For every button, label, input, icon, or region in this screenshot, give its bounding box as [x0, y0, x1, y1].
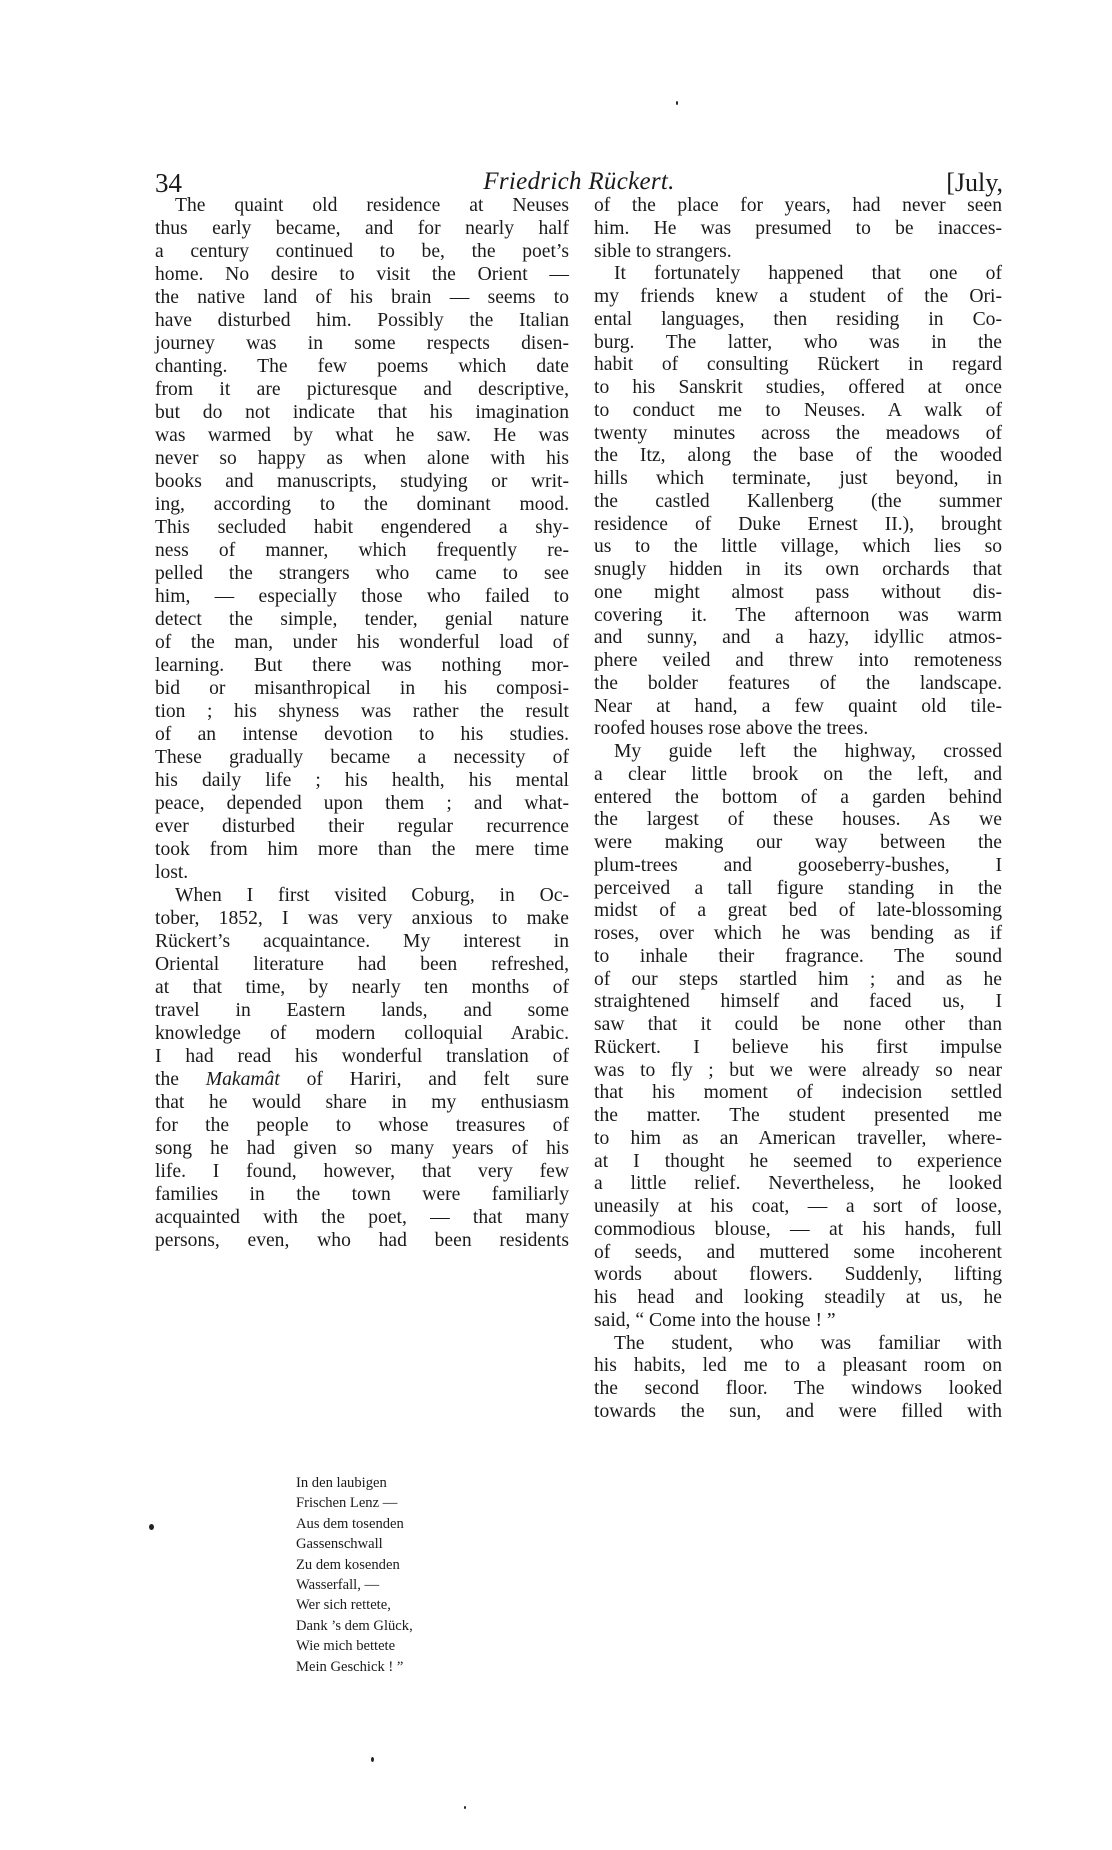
- text-line: midst of a great bed of late-blossoming: [594, 900, 1002, 922]
- text-line: perceived a tall figure standing in the: [594, 877, 1002, 899]
- text-line: the largest of these houses. As we: [594, 809, 1002, 831]
- text-line: hills which terminate, just beyond, in: [594, 468, 1002, 489]
- text-line: acquainted with the poet, — that many: [155, 1207, 569, 1228]
- text-line: him. He was presumed to be inacces-: [594, 217, 1002, 239]
- text-line: home. No desire to visit the Orient —: [155, 264, 569, 285]
- text-line: to his Sanskrit studies, offered at once: [594, 377, 1002, 398]
- text-line: I had read his wonderful translation of: [155, 1046, 569, 1067]
- text-line: [155, 1068, 569, 1091]
- text-line: books and manuscripts, studying or writ-: [155, 471, 569, 492]
- page-number: 34: [155, 168, 182, 198]
- text-line: saw that it could be none other than: [594, 1014, 1002, 1035]
- text-line: to him as an American traveller, where-: [594, 1127, 1002, 1149]
- text-line: detect the simple, tender, genial nature: [155, 609, 569, 630]
- text-line: My guide left the highway, crossed: [614, 741, 1002, 762]
- text-line: Near at hand, a few quaint old tile-: [594, 695, 1002, 717]
- text-line: a century continued to be, the poet’s: [155, 241, 569, 262]
- poem-line: Zu dem kosenden: [296, 1556, 400, 1573]
- text-line: that his moment of indecision settled: [594, 1082, 1002, 1104]
- text-line: of our steps startled him ; and as he: [594, 968, 1002, 990]
- poem-line: Dank ’s dem Glück,: [296, 1617, 413, 1634]
- poem-line: Aus dem tosenden: [296, 1515, 404, 1532]
- text-line: at I thought he seemed to experience: [594, 1150, 1002, 1172]
- scan-speck: [371, 1757, 374, 1762]
- poem-line: Mein Geschick ! ”: [296, 1658, 404, 1675]
- text-line: residence of Duke Ernest II.), brought: [594, 513, 1002, 535]
- text-line: song he had given so many years of his: [155, 1138, 569, 1159]
- text-line: ness of manner, which frequently re-: [155, 540, 569, 561]
- text-line: roses, over which he was bending as if: [594, 923, 1002, 944]
- text-line: straightened himself and faced us, I: [594, 991, 1002, 1013]
- text-line: habit of consulting Rückert in regard: [594, 354, 1002, 376]
- text-line: for the people to whose treasures of: [155, 1115, 569, 1136]
- text-line: learning. But there was nothing mor-: [155, 655, 569, 676]
- text-line: commodious blouse, — at his hands, full: [594, 1218, 1002, 1240]
- text-line: the native land of his brain — seems to: [155, 287, 569, 308]
- text-line: us to the little village, which lies so: [594, 536, 1002, 558]
- text-line: towards the sun, and were filled with: [594, 1400, 1002, 1422]
- text-line: ing, according to the dominant mood.: [155, 494, 569, 515]
- text-line: the bolder features of the landscape.: [594, 672, 1002, 694]
- text-line: twenty minutes across the meadows of: [594, 422, 1002, 444]
- scan-speck: [676, 101, 678, 105]
- text-line: covering it. The afternoon was warm: [594, 604, 1002, 626]
- text-line: the second floor. The windows looked: [594, 1378, 1002, 1399]
- text-line: chanting. The few poems which date: [155, 356, 569, 377]
- italic-title: Makamât: [205, 1069, 280, 1090]
- text-line: The student, who was familiar with: [614, 1332, 1002, 1354]
- text-line: of the place for years, had never seen: [594, 195, 1002, 216]
- text-line: to inhale their fragrance. The sound: [594, 945, 1002, 967]
- poem-line: In den laubigen: [296, 1475, 387, 1491]
- poem-line: Wer sich rettete,: [296, 1597, 391, 1614]
- text-line: tion ; his shyness was rather the result: [155, 701, 569, 722]
- text-line: lost.: [155, 862, 189, 883]
- text-segment: the: [155, 1069, 206, 1090]
- text-line: took from him more than the mere time: [155, 839, 569, 860]
- text-line: roofed houses rose above the trees.: [594, 718, 869, 740]
- text-line: entered the bottom of a garden behind: [594, 786, 1002, 808]
- text-line: Oriental literature had been refreshed,: [155, 954, 569, 975]
- text-line: Rückert’s acquaintance. My interest in: [155, 931, 569, 952]
- text-line: thus early became, and for nearly half: [155, 218, 569, 239]
- text-line: said, “ Come into the house ! ”: [594, 1309, 836, 1331]
- text-line: The quaint old residence at Neuses: [175, 195, 569, 216]
- text-line: uneasily at his coat, — a sort of loose,: [594, 1196, 1002, 1217]
- text-line: of the man, under his wonderful load of: [155, 632, 569, 653]
- poem-line: Frischen Lenz —: [296, 1495, 398, 1512]
- text-line: to conduct me to Neuses. A walk of: [594, 399, 1002, 421]
- text-line: were making our way between the: [594, 832, 1002, 853]
- poem-line: Gassenschwall: [296, 1536, 383, 1553]
- text-line: that he would share in my enthusiasm: [155, 1092, 569, 1113]
- text-line: from it are picturesque and descriptive,: [155, 379, 569, 400]
- poem-line: Wasserfall, —: [296, 1577, 380, 1593]
- text-line: families in the town were familiarly: [155, 1184, 569, 1205]
- running-title: Friedrich Rückert.: [483, 168, 675, 195]
- text-line: and sunny, and a hazy, idyllic atmos-: [594, 627, 1002, 649]
- text-line: When I first visited Coburg, in Oc-: [175, 885, 569, 906]
- text-line: of an intense devotion to his studies.: [155, 724, 569, 745]
- scan-speck: [464, 1806, 466, 1809]
- text-line: him, — especially those who failed to: [155, 586, 569, 607]
- text-line: a clear little brook on the left, and: [594, 763, 1002, 785]
- text-line: never so happy as when alone with his: [155, 448, 569, 469]
- text-line: was to fly ; but we were already so near: [594, 1059, 1002, 1081]
- text-line: words about flowers. Suddenly, lifting: [594, 1264, 1002, 1286]
- text-line: journey was in some respects disen-: [155, 333, 569, 354]
- text-line: the Itz, along the base of the wooded: [594, 445, 1002, 467]
- text-segment: of Hariri, and felt sure: [279, 1069, 569, 1090]
- text-line: but do not indicate that his imagination: [155, 402, 569, 423]
- text-line: the castled Kallenberg (the summer: [594, 490, 1002, 512]
- text-line: one might almost pass without dis-: [594, 581, 1002, 603]
- text-line: a little relief. Nevertheless, he looked: [594, 1173, 1002, 1195]
- text-line: the matter. The student presented me: [594, 1105, 1002, 1126]
- text-line: This secluded habit engendered a shy-: [155, 517, 569, 538]
- text-line: plum-trees and gooseberry-bushes, I: [594, 854, 1002, 876]
- text-line: his head and looking steadily at us, he: [594, 1287, 1002, 1308]
- text-line: knowledge of modern colloquial Arabic.: [155, 1023, 569, 1044]
- poem-line: Wie mich bettete: [296, 1638, 396, 1655]
- text-line: pelled the strangers who came to see: [155, 563, 569, 584]
- issue-month: [July,: [946, 168, 1003, 197]
- text-line: burg. The latter, who was in the: [594, 331, 1002, 353]
- text-line: of seeds, and muttered some incoherent: [594, 1241, 1002, 1263]
- text-line: phere veiled and threw into remoteness: [594, 650, 1002, 671]
- text-line: sible to strangers.: [594, 240, 732, 262]
- text-line: Rückert. I believe his first impulse: [594, 1036, 1002, 1058]
- text-line: have disturbed him. Possibly the Italian: [155, 310, 569, 331]
- text-line: was warmed by what he saw. He was: [155, 425, 569, 446]
- text-line: his habits, led me to a pleasant room on: [594, 1355, 1002, 1377]
- text-line: It fortunately happened that one of: [614, 263, 1002, 285]
- text-line: at that time, by nearly ten months of: [155, 977, 569, 998]
- text-line: snugly hidden in its own orchards that: [594, 559, 1002, 580]
- text-line: tober, 1852, I was very anxious to make: [155, 908, 569, 929]
- text-line: ever disturbed their regular recurrence: [155, 816, 569, 837]
- text-line: bid or misanthropical in his composi-: [155, 678, 569, 699]
- scan-speck: [149, 1524, 154, 1530]
- text-line: ental languages, then residing in Co-: [594, 308, 1002, 330]
- text-line: his daily life ; his health, his mental: [155, 770, 569, 791]
- text-line: persons, even, who had been residents: [155, 1230, 569, 1251]
- text-line: life. I found, however, that very few: [155, 1161, 569, 1182]
- text-line: my friends knew a student of the Ori-: [594, 286, 1002, 307]
- text-line: travel in Eastern lands, and some: [155, 1000, 569, 1021]
- text-line: peace, depended upon them ; and what-: [155, 793, 569, 814]
- text-line: These gradually became a necessity of: [155, 747, 569, 768]
